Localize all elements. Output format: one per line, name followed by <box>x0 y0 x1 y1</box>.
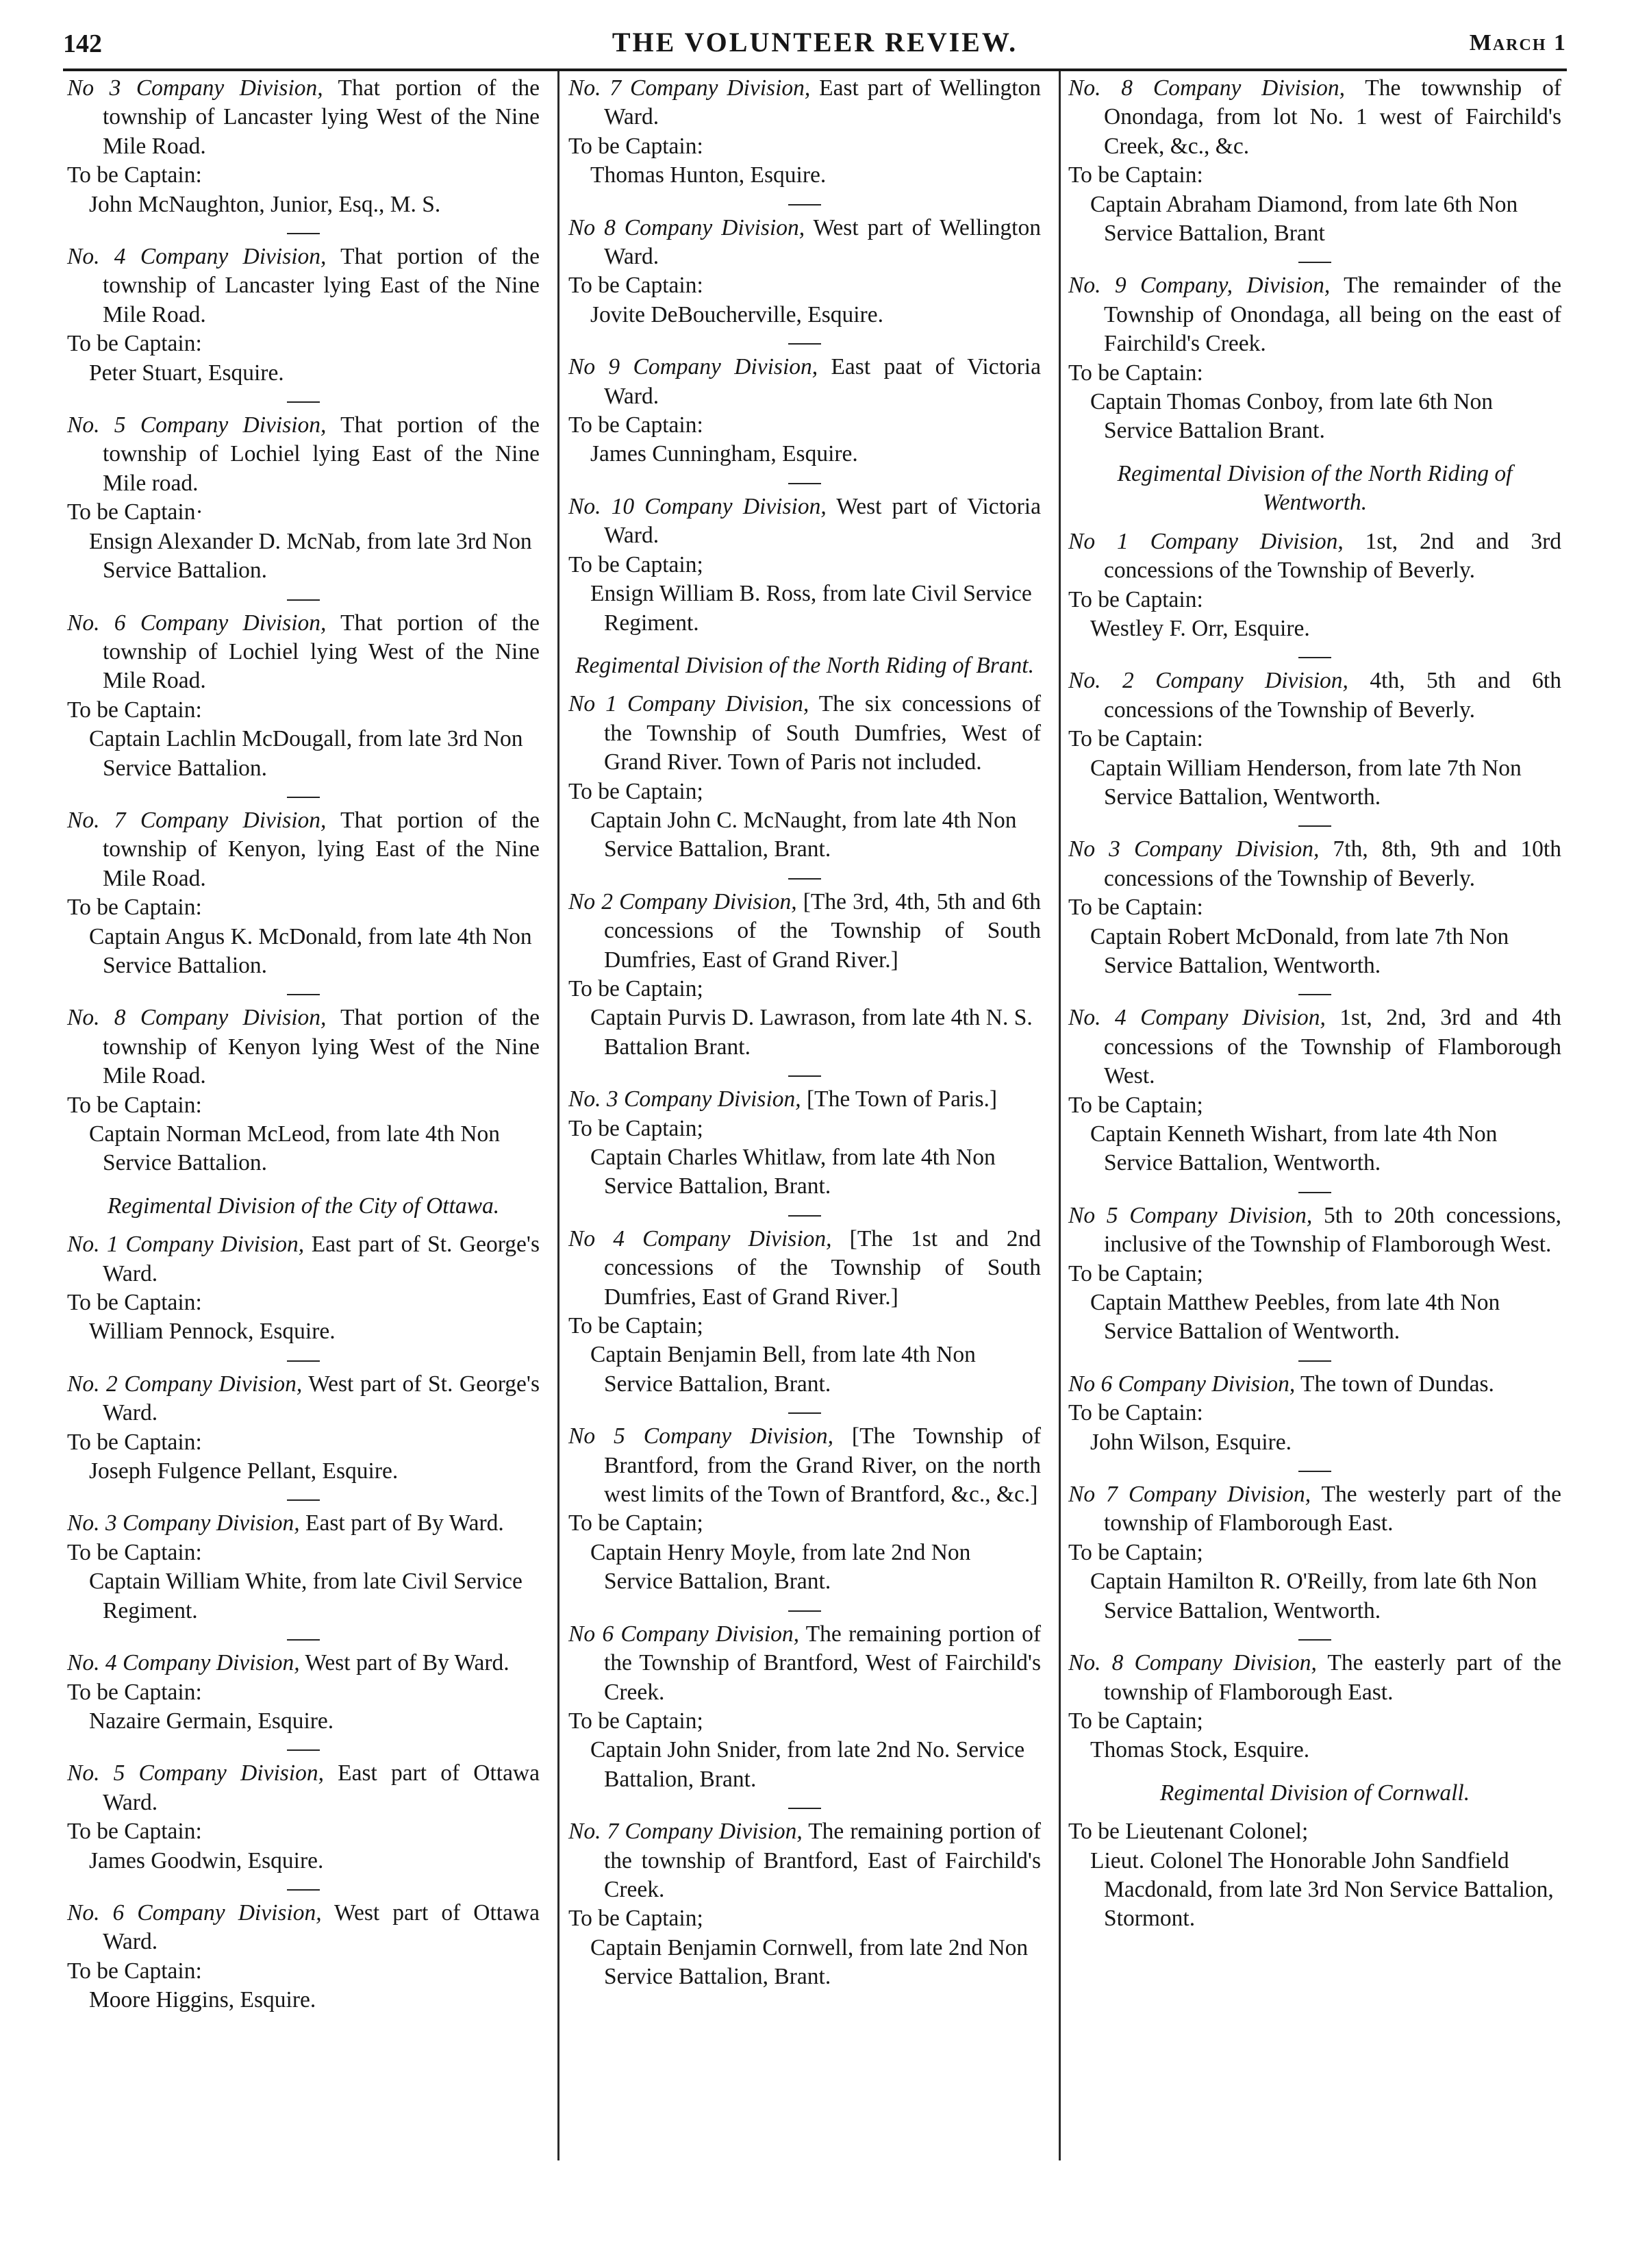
division-area: The westerly part of the township of Flamborough East. <box>1104 1482 1561 1536</box>
entry-separator <box>788 878 821 880</box>
division-area: West part of St. George's Ward. <box>103 1371 540 1426</box>
company-division-entry <box>568 1085 1041 1201</box>
appointment-line: To be Captain; <box>568 1313 703 1339</box>
appointment-line: To be Captain: <box>1068 726 1203 752</box>
appointment-line: To be Captain; <box>568 1906 703 1932</box>
division-area: 1st, 2nd and 3rd concessions of the Township of Beverly. <box>1104 528 1561 584</box>
appointment-line: To be Captain; <box>568 551 703 577</box>
entry-separator <box>788 204 821 205</box>
header-rule <box>63 68 1567 71</box>
entry-separator <box>788 1610 821 1612</box>
company-division-entry <box>568 74 1041 190</box>
division-label: No. 8 Company Division, <box>1068 75 1346 101</box>
appointment-line: To be Captain: <box>1068 586 1203 612</box>
division-description <box>568 493 1041 551</box>
division-description <box>568 690 1041 777</box>
division-label: No 6 Company Division, <box>568 1621 799 1647</box>
appointment-line: To be Captain: <box>67 895 202 921</box>
entry-separator <box>1298 657 1331 658</box>
company-division-entry <box>67 1759 540 1876</box>
division-description <box>568 74 1041 132</box>
division-area: West part of Ottawa Ward. <box>103 1899 540 1955</box>
entry-separator <box>1298 1471 1331 1472</box>
division-description <box>568 1817 1041 1904</box>
appointee-name: Captain Abraham Diamond, from late 6th Non Service Battalion, Brant <box>1090 191 1518 247</box>
division-area: The remaining portion of the Township of Brantford, West of Fairchild's Creek. <box>604 1621 1041 1705</box>
company-division-entry <box>568 1422 1041 1596</box>
division-description <box>67 609 540 696</box>
appointee-name: Captain William Henderson, from late 7th Non Service Battalion, Wentworth. <box>1090 755 1522 810</box>
division-area: West part of By Ward. <box>299 1650 509 1676</box>
appointee-name: John McNaughton, Junior, Esq., M. S. <box>89 191 441 217</box>
company-division-entry <box>1068 1817 1561 1934</box>
division-description <box>568 888 1041 975</box>
entry-separator <box>1298 994 1331 995</box>
division-label: No. 3 Company Division, <box>568 1086 801 1112</box>
company-division-entry <box>568 888 1041 1062</box>
appointee-name: Captain Matthew Peebles, from late 4th Non Service Battalion of Wentworth. <box>1090 1290 1500 1345</box>
company-division-entry <box>67 242 540 388</box>
division-area: [The Town of Paris.] <box>801 1086 998 1112</box>
entry-separator <box>287 994 320 995</box>
appointee-name: Joseph Fulgence Pellant, Esquire. <box>89 1458 399 1484</box>
division-description <box>67 1759 540 1817</box>
division-label: No 6 Company Division, <box>1068 1371 1296 1397</box>
appointee-name: Ensign Alexander D. McNab, from late 3rd Non Service Battalion. <box>89 528 532 584</box>
appointee-name: Captain Hamilton R. O'Reilly, from late 6th Non Service Battalion, Wentworth. <box>1090 1569 1537 1623</box>
company-division-entry <box>1068 1480 1561 1625</box>
division-description <box>67 1649 540 1678</box>
company-division-entry <box>67 609 540 783</box>
entry-separator <box>287 1499 320 1501</box>
appointee-name: Nazaire Germain, Esquire. <box>89 1708 334 1734</box>
division-area: 5th to 20th concessions, inclusive of the Township of Flamborough West. <box>1104 1202 1561 1258</box>
division-area: [The 1st and 2nd concessions of the Township of South Dumfries, East of Grand River.] <box>604 1225 1041 1310</box>
appointment-line: To be Captain; <box>1068 1092 1203 1118</box>
division-area: The easterly part of the township of Flamborough East. <box>1104 1650 1561 1705</box>
division-label: No 9 Company Division, <box>568 354 818 380</box>
division-label: No 5 Company Division, <box>568 1423 833 1449</box>
division-description <box>1068 74 1561 161</box>
division-area: West part of Victoria Ward. <box>604 493 1041 549</box>
appointment-line: To be Captain: <box>568 412 703 438</box>
appointment-line: To be Captain: <box>67 331 202 357</box>
appointee-name: Captain Henry Moyle, from late 2nd Non Service Battalion, Brant. <box>590 1539 971 1595</box>
appointment-line: To be Captain; <box>568 975 703 1001</box>
division-area: [The Township of Brantford, from the Grand River, on the north west limits of the Town of Brantford, &c., &c.] <box>604 1423 1041 1508</box>
appointee-name: John Wilson, Esquire. <box>1090 1429 1292 1455</box>
appointment-line: To be Captain: <box>1068 360 1203 386</box>
company-division-entry <box>568 690 1041 864</box>
appointee-name: Captain John Snider, from late 2nd No. Service Battalion, Brant. <box>590 1737 1025 1792</box>
entry-separator <box>287 401 320 403</box>
division-area: East part of St. George's Ward. <box>103 1232 540 1286</box>
column-3 <box>1068 74 1561 1947</box>
appointment-line: To be Captain: <box>67 1539 202 1565</box>
division-label: No. 4 Company Division, <box>1068 1005 1326 1031</box>
appointee-name: Captain John C. McNaught, from late 4th Non Service Battalion, Brant. <box>590 807 1017 862</box>
entry-separator <box>1298 1192 1331 1193</box>
entry-separator <box>788 1412 821 1414</box>
division-area: The towwnship of Onondaga, from lot No. 1 west of Fairchild's Creek, &c., &c. <box>1104 75 1561 159</box>
appointee-name: Captain Benjamin Bell, from late 4th Non Service Battalion, Brant. <box>590 1342 976 1397</box>
division-description <box>1068 527 1561 586</box>
company-division-entry <box>67 1370 540 1486</box>
company-division-entry <box>568 493 1041 638</box>
entry-separator <box>1298 825 1331 827</box>
division-label: No. 10 Company Division, <box>568 493 827 519</box>
division-label: No 7 Company Division, <box>1068 1482 1311 1508</box>
entry-separator <box>287 1639 320 1641</box>
entry-separator <box>1298 262 1331 263</box>
division-description <box>1068 666 1561 725</box>
column-rule <box>1059 71 1061 2160</box>
appointee-name: Peter Stuart, Esquire. <box>89 360 284 386</box>
appointment-line: To be Captain: <box>1068 1400 1203 1426</box>
division-label: No. 4 Company Division, <box>67 244 327 270</box>
division-label: No 8 Company Division, <box>568 214 805 240</box>
company-division-entry <box>67 74 540 219</box>
company-division-entry <box>67 1899 540 2015</box>
appointment-line: To be Captain: <box>67 1429 202 1455</box>
division-description <box>568 214 1041 272</box>
appointee-name: Captain Benjamin Cornwell, from late 2nd Non Service Battalion, Brant. <box>590 1934 1029 1990</box>
entry-separator <box>788 343 821 345</box>
regimental-division-heading: Regimental Division of the City of Ottawa. <box>107 1193 500 1219</box>
appointment-line: To be Captain: <box>67 697 202 723</box>
division-label: No. 6 Company Division, <box>67 610 327 636</box>
company-division-entry <box>1068 271 1561 445</box>
division-area: East part of Wellington Ward. <box>604 75 1042 130</box>
appointee-name: Lieut. Colonel The Honorable John Sandfield Macdonald, from late 3rd Non Service Battalion, Stormont. <box>1090 1847 1554 1932</box>
appointee-name: Captain Kenneth Wishart, from late 4th Non Service Battalion, Wentworth. <box>1090 1121 1498 1176</box>
division-label: No. 7 Company Division, <box>568 75 811 101</box>
division-area: The remainder of the Township of Onondaga, all being on the east of Fairchild's Creek. <box>1104 273 1561 357</box>
division-area: The remaining portion of the township of Brantford, East of Fairchild's Creek. <box>604 1819 1042 1902</box>
division-label: No. 5 Company Division, <box>67 412 327 438</box>
appointee-name: Captain Robert McDonald, from late 7th Non Service Battalion, Wentworth. <box>1090 923 1509 978</box>
division-area: East part of By Ward. <box>299 1510 504 1536</box>
entry-separator <box>287 1889 320 1891</box>
appointment-line: To be Captain; <box>1068 1708 1203 1734</box>
division-label: No. 2 Company Division, <box>67 1371 303 1397</box>
division-label: No. 5 Company Division, <box>67 1760 324 1786</box>
company-division-entry <box>1068 666 1561 812</box>
appointment-line: To be Captain; <box>568 1115 703 1141</box>
appointee-name: James Cunningham, Esquire. <box>590 441 858 467</box>
company-division-entry <box>1068 835 1561 980</box>
company-division-entry <box>67 1509 540 1625</box>
company-division-entry <box>67 1004 540 1177</box>
entry-separator <box>287 797 320 798</box>
division-label: No 3 Company Division, <box>1068 836 1320 862</box>
entry-separator <box>788 1075 821 1077</box>
division-label: No. 2 Company Division, <box>1068 668 1348 694</box>
entry-separator <box>287 1749 320 1751</box>
entry-separator <box>287 599 320 601</box>
company-division-entry <box>1068 1004 1561 1177</box>
division-area: East part of Ottawa Ward. <box>103 1760 540 1815</box>
column-1 <box>67 74 540 2029</box>
page-number: 142 <box>63 29 102 58</box>
division-label: No 4 Company Division, <box>568 1225 832 1251</box>
division-description <box>1068 1649 1561 1707</box>
appointment-line: To be Captain: <box>67 1819 202 1845</box>
division-label: No. 7 Company Division, <box>67 807 327 833</box>
entry-separator <box>1298 1360 1331 1362</box>
company-division-entry <box>1068 1201 1561 1347</box>
company-division-entry <box>67 1230 540 1347</box>
appointment-line: To be Captain; <box>1068 1260 1203 1286</box>
company-division-entry <box>568 1817 1041 1991</box>
division-label: No 5 Company Division, <box>1068 1202 1313 1228</box>
entry-separator <box>788 1808 821 1809</box>
division-label: No. 1 Company Division, <box>67 1232 305 1258</box>
appointment-line: To be Captain: <box>67 1092 202 1118</box>
company-division-entry <box>1068 527 1561 644</box>
appointee-name: Jovite DeBoucherville, Esquire. <box>590 301 883 327</box>
division-area: The six concessions of the Township of South Dumfries, West of Grand River. Town of Paris not included. <box>604 691 1041 775</box>
division-description <box>568 1620 1041 1707</box>
appointee-name: Captain Thomas Conboy, from late 6th Non Service Battalion Brant. <box>1090 389 1494 444</box>
appointment-line: To be Captain: <box>67 162 202 188</box>
division-description <box>67 242 540 329</box>
division-label: No. 7 Company Division, <box>568 1819 803 1845</box>
appointment-line: To be Captain· <box>67 499 203 525</box>
appointment-line: To be Lieutenant Colonel; <box>1068 1819 1309 1845</box>
appointee-name: Ensign William B. Ross, from late Civil Service Regiment. <box>590 581 1032 636</box>
division-label: No. 9 Company, Division, <box>1068 273 1331 299</box>
appointment-line: To be Captain: <box>568 273 703 299</box>
division-area: [The 3rd, 4th, 5th and 6th concessions of the Township of South Dumfries, East of Grand River.] <box>604 888 1041 973</box>
appointee-name: Moore Higgins, Esquire. <box>89 1987 316 2013</box>
appointee-name: Captain Angus K. McDonald, from late 4th Non Service Battalion. <box>89 923 532 978</box>
appointee-name: James Goodwin, Esquire. <box>89 1847 324 1873</box>
appointee-name: Thomas Hunton, Esquire. <box>590 162 827 188</box>
division-area: That portion of the township of Kenyon, lying East of the Nine Mile Road. <box>103 807 540 891</box>
division-description <box>568 1225 1041 1312</box>
division-area: 7th, 8th, 9th and 10th concessions of the Township of Beverly. <box>1104 836 1561 891</box>
division-description <box>67 411 540 498</box>
regimental-division-heading: Regimental Division of Cornwall. <box>1159 1780 1470 1806</box>
company-division-entry <box>67 806 540 980</box>
appointment-line: To be Captain; <box>1068 1539 1203 1565</box>
appointment-line: To be Captain: <box>67 1290 202 1316</box>
division-description <box>1068 1004 1561 1091</box>
division-description <box>568 1422 1041 1509</box>
division-description <box>67 1509 540 1538</box>
appointee-name: Captain William White, from late Civil Service Regiment. <box>89 1569 523 1623</box>
division-description <box>67 806 540 893</box>
appointee-name: Thomas Stock, Esquire. <box>1090 1737 1310 1763</box>
appointee-name: Captain Purvis D. Lawrason, from late 4th N. S. Battalion Brant. <box>590 1005 1033 1060</box>
entry-separator <box>788 483 821 484</box>
division-area: West part of Wellington Ward. <box>604 214 1041 270</box>
division-area: East paat of Victoria Ward. <box>604 354 1041 409</box>
appointment-line: To be Captain; <box>568 1708 703 1734</box>
company-division-entry <box>568 214 1041 330</box>
division-description <box>67 1899 540 1957</box>
division-description <box>67 1370 540 1428</box>
division-area: That portion of the township of Lochiel lying West of the Nine Mile Road. <box>103 610 540 694</box>
appointee-name: William Pennock, Esquire. <box>89 1319 336 1345</box>
division-area: That portion of the township of Lancaster lying West of the Nine Mile Road. <box>103 75 540 159</box>
division-area: That portion of the township of Lochiel lying East of the Nine Mile road. <box>103 412 540 496</box>
appointment-line: To be Captain; <box>568 778 703 804</box>
company-division-entry <box>67 411 540 585</box>
division-label: No 1 Company Division, <box>568 691 809 717</box>
division-area: 4th, 5th and 6th concessions of the Township of Beverly. <box>1104 668 1561 723</box>
appointee-name: Captain Lachlin McDougall, from late 3rd Non Service Battalion. <box>89 726 523 781</box>
appointment-line: To be Captain; <box>568 1510 703 1536</box>
entry-separator <box>1298 1639 1331 1641</box>
division-description <box>568 1085 1041 1114</box>
division-description <box>1068 271 1561 358</box>
division-description <box>67 74 540 161</box>
division-description <box>1068 1480 1561 1538</box>
page-header <box>63 26 1567 74</box>
company-division-entry <box>568 1225 1041 1399</box>
regimental-division-heading: Regimental Division of the North Riding of Wentworth. <box>1117 460 1513 516</box>
appointment-line: To be Captain: <box>1068 162 1203 188</box>
entry-separator <box>788 1215 821 1217</box>
company-division-entry <box>568 1620 1041 1794</box>
company-division-entry <box>1068 1370 1561 1457</box>
company-division-entry <box>568 353 1041 469</box>
division-label: No 3 Company Division, <box>67 75 323 101</box>
division-area: That portion of the township of Kenyon lying West of the Nine Mile Road. <box>103 1005 540 1089</box>
division-label: No. 6 Company Division, <box>67 1899 322 1926</box>
entry-separator <box>287 233 320 234</box>
division-description <box>568 353 1041 411</box>
issue-date: March 1 <box>1469 30 1567 55</box>
division-area: The town of Dundas. <box>1295 1371 1494 1397</box>
division-description <box>67 1230 540 1288</box>
appointee-name: Captain Norman McLeod, from late 4th Non Service Battalion. <box>89 1121 501 1176</box>
appointee-name: Westley F. Orr, Esquire. <box>1090 615 1310 641</box>
division-area: That portion of the township of Lancaster lying East of the Nine Mile Road. <box>103 244 540 327</box>
appointment-line: To be Captain: <box>67 1679 202 1705</box>
division-label: No. 8 Company Division, <box>67 1005 327 1031</box>
division-label: No. 4 Company Division, <box>67 1650 300 1676</box>
appointment-line: To be Captain: <box>1068 895 1203 921</box>
column-2 <box>568 74 1041 2006</box>
division-label: No. 3 Company Division, <box>67 1510 300 1536</box>
column-rule <box>557 71 559 2160</box>
company-division-entry <box>1068 74 1561 248</box>
entry-separator <box>287 1360 320 1362</box>
division-label: No. 8 Company Division, <box>1068 1650 1317 1676</box>
company-division-entry <box>1068 1649 1561 1765</box>
appointment-line: To be Captain: <box>568 133 703 159</box>
division-description <box>1068 1201 1561 1260</box>
division-description <box>67 1004 540 1091</box>
division-description <box>1068 1370 1561 1399</box>
division-area: 1st, 2nd, 3rd and 4th concessions of the Township of Flamborough West. <box>1104 1005 1561 1089</box>
company-division-entry <box>67 1649 540 1736</box>
masthead-title: THE VOLUNTEER REVIEW. <box>612 27 1018 58</box>
appointee-name: Captain Charles Whitlaw, from late 4th Non Service Battalion, Brant. <box>590 1145 996 1199</box>
appointment-line: To be Captain: <box>67 1958 202 1984</box>
division-description <box>1068 835 1561 893</box>
regimental-division-heading: Regimental Division of the North Riding of Brant. <box>575 652 1034 678</box>
division-label: No 1 Company Division, <box>1068 528 1344 554</box>
division-label: No 2 Company Division, <box>568 888 797 914</box>
